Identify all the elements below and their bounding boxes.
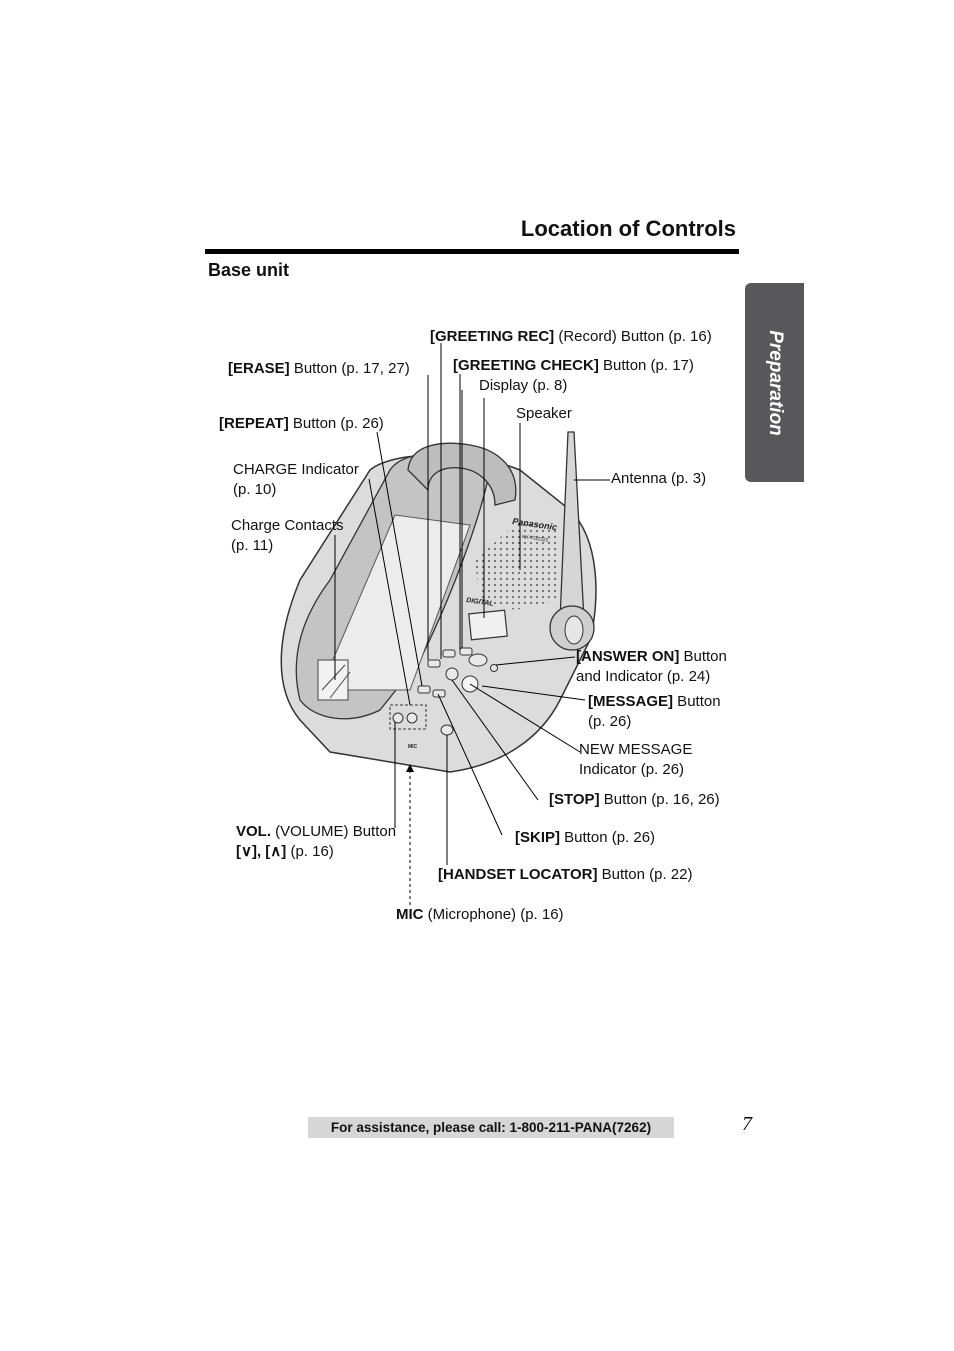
label-answer-on: [ANSWER ON] Button and Indicator (p. 24) bbox=[576, 648, 727, 685]
page-title: Location of Controls bbox=[520, 216, 736, 241]
device-model: KX-TG2322 bbox=[521, 534, 549, 544]
label-charge-contacts: Charge Contacts (p. 11) bbox=[231, 517, 344, 554]
label-message: [MESSAGE] Button (p. 26) bbox=[588, 693, 721, 730]
device-digital-badge: DIGITAL bbox=[465, 597, 494, 608]
charge-contacts bbox=[318, 660, 350, 700]
label-charge-indicator: CHARGE Indicator (p. 10) bbox=[233, 461, 359, 498]
label-speaker: Speaker bbox=[516, 405, 572, 422]
lcd-display bbox=[469, 610, 508, 640]
label-stop: [STOP] Button (p. 16, 26) bbox=[549, 791, 720, 808]
label-new-message: NEW MESSAGE Indicator (p. 26) bbox=[579, 741, 693, 778]
label-erase: [ERASE] Button (p. 17, 27) bbox=[228, 360, 410, 377]
label-antenna: Antenna (p. 3) bbox=[611, 470, 707, 487]
label-handset-locator: [HANDSET LOCATOR] Button (p. 22) bbox=[438, 866, 693, 883]
side-tab-label: Preparation bbox=[764, 329, 786, 436]
label-display: Display (p. 8) bbox=[479, 377, 568, 394]
device-brand: Panasonic bbox=[511, 516, 558, 533]
page-number: 7 bbox=[742, 1113, 752, 1135]
label-repeat: [REPEAT] Button (p. 26) bbox=[219, 415, 384, 432]
label-skip: [SKIP] Button (p. 26) bbox=[515, 829, 656, 846]
label-greeting-check: [GREETING CHECK] Button (p. 17) bbox=[453, 357, 694, 374]
label-greeting-rec: [GREETING REC] (Record) Button (p. 16) bbox=[430, 328, 712, 345]
device-mic-marking: MIC bbox=[408, 744, 418, 750]
label-mic: MIC (Microphone) (p. 16) bbox=[396, 906, 564, 923]
label-vol: VOL. (VOLUME) Button [∨], [∧] (p. 16) bbox=[236, 823, 397, 860]
assistance-footer: For assistance, please call: 1-800-211-PANA(7262) bbox=[308, 1117, 674, 1138]
section-title: Base unit bbox=[208, 260, 290, 280]
